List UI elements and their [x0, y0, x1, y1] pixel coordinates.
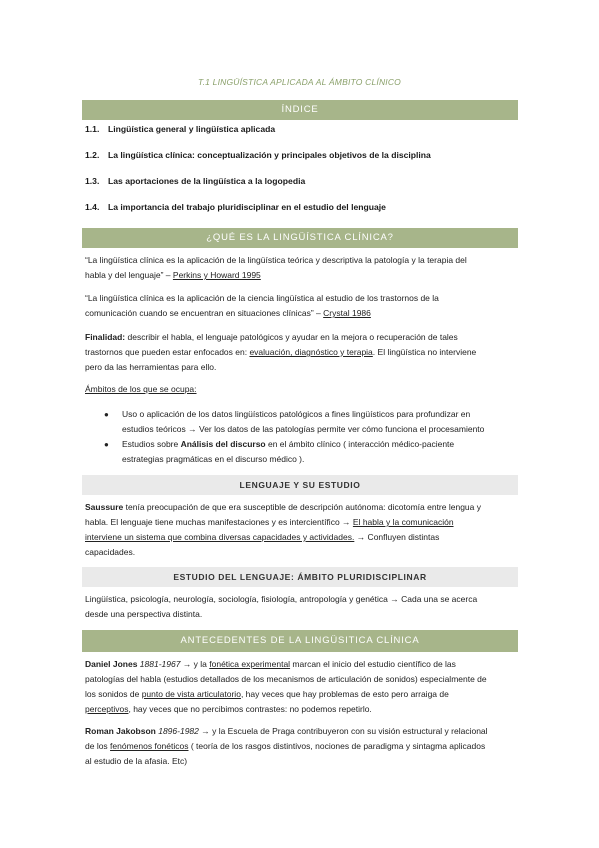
text: marcan el inicio del estudio científico de las — [290, 659, 456, 669]
underlined-text: interviene un sistema que combina diversas capacidades y actividades. — [85, 532, 355, 542]
section-title: ESTUDIO DEL LENGUAJE: ÁMBITO PLURIDISCIPLINAR — [173, 572, 427, 582]
underlined-text: El habla y la comunicación — [352, 517, 454, 527]
document-title: T.1 LINGÜÍSTICA APLICADA AL ÁMBITO CLÍNICO — [197, 77, 401, 87]
section-header-antecedentes — [82, 630, 518, 652]
section-title: ¿QUÉ ES LA LINGÜÍSTICA CLÍNICA? — [206, 232, 394, 243]
text: habla. El lenguaje tiene muchas manifestaciones y es intercientífico → — [85, 517, 353, 527]
text: comunicación cuando se encuentran en situaciones clínicas” – — [85, 308, 324, 318]
text: → Confluyen distintas — [354, 532, 440, 542]
text: tenía preocupación de que era susceptible de descripción autónoma: dicotomía entre lengua y — [123, 502, 481, 512]
text: , hay veces que hay problemas de esto pero arraiga de — [240, 689, 449, 699]
text-line: pero da las herramientas para ello. — [85, 362, 217, 372]
toc-item[interactable] — [85, 202, 386, 212]
text-line — [85, 306, 517, 321]
dates: 1881-1967 — [137, 659, 181, 669]
text: . El lingüística no interviene — [372, 347, 477, 357]
text-line — [85, 330, 517, 345]
dates: 1896-1982 — [155, 726, 199, 736]
toc-number: 1.2. — [85, 150, 100, 160]
text-line: Uso o aplicación de los datos lingüísticos patológicos a fines lingüísticos para profundizar en — [122, 409, 471, 419]
author-name: Saussure — [85, 502, 124, 512]
bullet-icon: ● — [104, 410, 109, 419]
text: describir el habla, el lenguaje patológicos y ayudar en la mejora o recuperación de tales — [125, 332, 458, 342]
underlined-text: fonética experimental — [209, 659, 291, 669]
underlined-text: punto de vista articulatorio — [141, 689, 241, 699]
section-header-que-es — [82, 228, 518, 248]
text-line — [122, 437, 518, 452]
quote-crystal — [85, 291, 517, 321]
text-line — [85, 739, 517, 754]
label: Finalidad: — [85, 332, 126, 342]
toc-item[interactable] — [85, 150, 431, 160]
text: en el ámbito clínico ( interacción médico-paciente — [265, 439, 455, 449]
section-header-estudio — [82, 567, 518, 587]
section-title: ÍNDICE — [281, 104, 319, 115]
text-line — [85, 702, 517, 717]
text-line — [85, 724, 517, 739]
text-line: desde una perspectiva distinta. — [85, 609, 203, 619]
toc-label: La importancia del trabajo pluridisciplinar en el estudio del lenguaje — [108, 202, 386, 212]
text: ( teoría de los rasgos distintivos, nociones de paradigma y sintagma aplicados — [188, 741, 486, 751]
ambitos-heading: Ámbitos de los que se ocupa: — [85, 384, 197, 394]
estudio-paragraph — [85, 592, 517, 622]
text-line: estudios teóricos → Ver los datos de las patologías permite ver cómo funciona el procesamiento — [122, 424, 485, 434]
text: de los — [85, 741, 111, 751]
list-item — [104, 437, 518, 467]
text: → y la — [180, 659, 210, 669]
text-line — [85, 530, 517, 545]
text-line: estrategias pragmáticas en el discurso médico ). — [122, 454, 305, 464]
text-line — [85, 345, 517, 360]
section-header-indice — [82, 100, 518, 120]
text-line: “La lingüística clínica es la aplicación de la lingüística teórica y descriptiva la patología y la terapia del — [85, 255, 467, 265]
list-item — [104, 407, 518, 437]
text-line: patologías del habla (estudios detallados de los mecanismos de articulación de sonidos) especialmente de — [85, 674, 487, 684]
jakobson-paragraph — [85, 724, 517, 769]
finalidad-paragraph — [85, 330, 517, 375]
text-line: Lingüística, psicología, neurología, sociología, fisiología, antropología y genética → Cada una se acerca — [85, 594, 478, 604]
text-line — [85, 500, 517, 515]
toc-item[interactable] — [85, 124, 275, 134]
bold-text: Análisis del discurso — [180, 439, 266, 449]
author-name: Roman Jakobson — [85, 726, 156, 736]
section-header-lenguaje — [82, 475, 518, 495]
saussure-paragraph — [85, 500, 517, 560]
underlined-text: evaluación, diagnóstico y terapia — [249, 347, 373, 357]
author-name: Daniel Jones — [85, 659, 138, 669]
toc-number: 1.4. — [85, 202, 100, 212]
toc-label: Las aportaciones de la lingüística a la logopedia — [108, 176, 306, 186]
text: , hay veces que no percibimos contrastes: no podemos repetirlo. — [128, 704, 372, 714]
text: trastornos que pueden estar enfocados en: — [85, 347, 250, 357]
toc-number: 1.3. — [85, 176, 100, 186]
jones-paragraph — [85, 657, 517, 717]
section-title: ANTECEDENTES DE LA LINGÜSITICA CLÍNICA — [180, 635, 420, 646]
text: los sonidos de — [85, 689, 142, 699]
citation: Crystal 1986 — [323, 308, 371, 318]
text-line: capacidades. — [85, 547, 136, 557]
toc-label: Lingüística general y lingüística aplicada — [108, 124, 276, 134]
text: habla y del lenguaje” – — [85, 270, 173, 280]
text-line: al estudio de la afasia. Etc) — [85, 756, 188, 766]
text-line — [85, 687, 517, 702]
quote-perkins — [85, 253, 517, 283]
underlined-text: fenómenos fonéticos — [110, 741, 189, 751]
citation: Perkins y Howard 1995 — [172, 270, 261, 280]
text-line: “La lingüística clínica es la aplicación de la ciencia lingüística al estudio de los trastornos de la — [85, 293, 439, 303]
toc-label: La lingüística clínica: conceptualización y principales objetivos de la disciplina — [108, 150, 431, 160]
section-title: LENGUAJE Y SU ESTUDIO — [239, 480, 361, 490]
text-line — [85, 268, 517, 283]
underlined-text: perceptivos — [85, 704, 129, 714]
text: → y la Escuela de Praga contribuyeron con su visión estructural y relacional — [198, 726, 488, 736]
text-line — [85, 515, 517, 530]
text-line — [85, 657, 517, 672]
toc-item[interactable] — [85, 176, 305, 186]
toc-number: 1.1. — [85, 124, 100, 134]
bullet-icon: ● — [104, 440, 109, 449]
text: Estudios sobre — [122, 439, 181, 449]
